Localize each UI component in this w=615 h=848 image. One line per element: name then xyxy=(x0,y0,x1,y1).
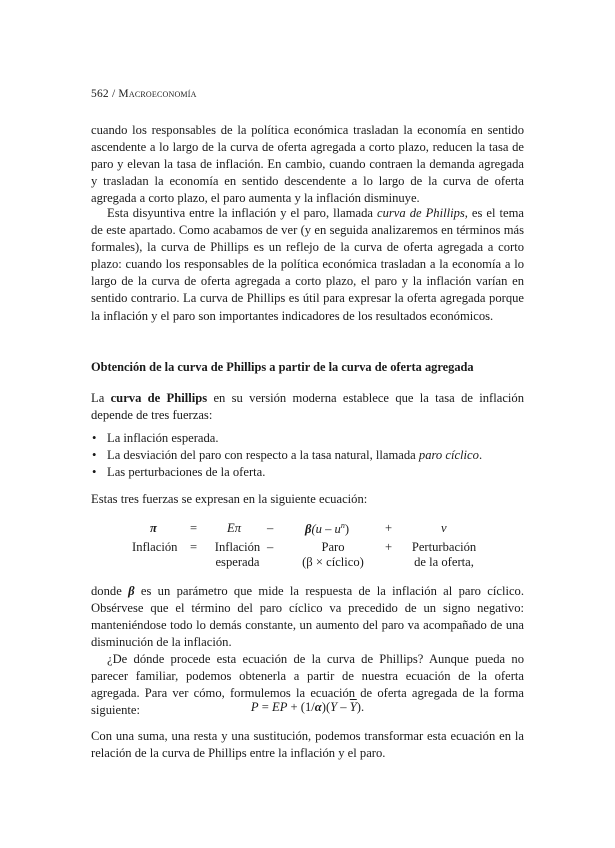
page-number: 562 xyxy=(91,88,109,100)
paragraph-4: Estas tres fuerzas se expresan en la siguiente ecuación: xyxy=(91,492,368,506)
term-cyclical-unemployment: paro cíclico xyxy=(418,448,479,462)
eq-nu: ν xyxy=(441,521,447,535)
paragraph-2 xyxy=(91,205,524,325)
list-item-end: . xyxy=(478,448,483,462)
header-separator: / xyxy=(111,88,116,100)
book-title: Macroeconomía xyxy=(118,88,197,100)
eq-label-unemployment: Paro (β × cíclico) xyxy=(302,540,364,569)
term-phillips-bold: curva de Phillips xyxy=(110,391,208,405)
paragraph-7: Con una suma, una resta y una sustitución, podemos transformar esta ecuación en la relación de la curva de Phillips entre la inflación y el paro. xyxy=(91,729,524,761)
eq-label-equals: = xyxy=(190,540,198,554)
aggregate-supply-formula: P = EP + $(1/\alpha)(Y - \overline{Y})$. xyxy=(250,700,365,714)
beta-symbol: β xyxy=(128,584,135,598)
paragraph-5: donde β es un parámetro que mide la respuesta de la inflación al paro cíclico. Obsérvese que el término del paro cíclico va precedido de un signo negativo: manteniéndose todo lo demás constante, un aumento del paro va acompañado de una disminución de la inflación. xyxy=(91,584,524,650)
eq-plus: + xyxy=(385,521,393,535)
eq-label-plus: + xyxy=(385,540,393,554)
paragraph-2-end: , es el tema de este apartado. Como acabamos de ver (y en seguida analizaremos en términos más formales), la curva de Phillips es un reflejo de la curva de oferta agregada a corto plazo: cuando los responsables de la política económica trasladan a la economía a lo largo de la curva de oferta agregada a corto plazo, el paro y la inflación varían en sentido contrario. La curva de Phillips es útil para expresar la oferta agregada porque la inflación y el paro son importantes indicadores de los resultados económicos. xyxy=(91,206,525,323)
paragraph-3 xyxy=(91,390,524,424)
eq-label-supply-shock: Perturbación de la oferta, xyxy=(411,540,477,569)
eq-label-expected: Inflación esperada xyxy=(214,540,261,569)
eq-beta-term: $\beta(u - u^n)$ xyxy=(305,521,350,537)
term-phillips-curve: curva de Phillips xyxy=(377,206,465,220)
eq-label-inflation: Inflación xyxy=(132,540,178,554)
running-header xyxy=(91,88,197,100)
paragraph-1: cuando los responsables de la política económica trasladan la economía en sentido ascendente a lo largo de la curva de oferta agregada a corto plazo, reducen la tasa de paro y elevan la tasa de inflación. En cambio, cuando contraen la demanda agregada y trasladan la economía en sentido descendente a lo largo de la curva de oferta agregada a corto plazo, el paro aumenta y la inflación disminuye. xyxy=(91,123,524,206)
forces-list xyxy=(91,430,482,481)
list-item: • Las perturbaciones de la oferta. xyxy=(91,464,482,481)
paragraph-3-start: La xyxy=(91,391,111,405)
list-item xyxy=(91,447,482,464)
paragraph-3-end: en su versión moderna establece que la tasa de inflación depende de tres fuerzas: xyxy=(91,391,525,423)
eq-equals: = xyxy=(190,521,198,535)
paragraph-6: ¿De dónde procede esta ecuación de la curva de Phillips? Aunque pueda no parecer familiar, podemos obtenerla a partir de nuestra ecuación de la oferta agregada. Para ver cómo, formulemos la ecuación de oferta agregada de la forma siguiente: xyxy=(91,652,524,718)
list-item: • La inflación esperada. xyxy=(91,430,482,447)
section-heading: Obtención de la curva de Phillips a partir de la curva de oferta agregada xyxy=(91,360,474,374)
paragraph-2-start: Esta disyuntiva entre la inflación y el paro, llamada xyxy=(107,206,378,220)
eq-minus: – xyxy=(267,521,274,535)
eq-label-minus: – xyxy=(267,540,274,554)
eq-pi: π xyxy=(150,521,157,535)
eq-expected-pi: Eπ xyxy=(227,521,242,535)
list-item-text: La desviación del paro con respecto a la tasa natural, llamada xyxy=(107,448,419,462)
